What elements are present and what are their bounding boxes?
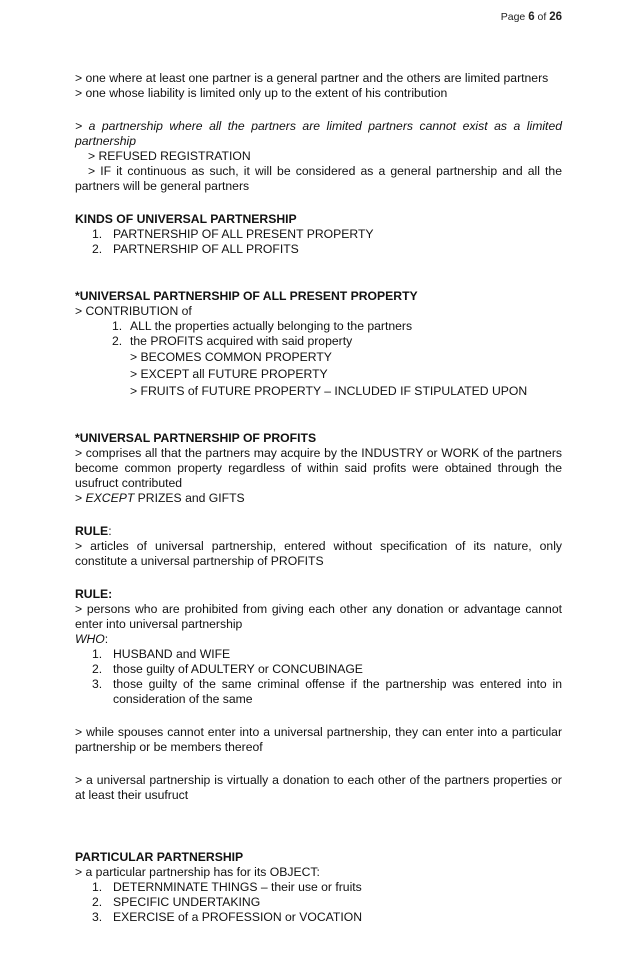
page-current: 6	[528, 11, 535, 23]
becomes-common-property: > BECOMES COMMON PROPERTY	[130, 350, 332, 364]
particular-object-line: > a particular partnership has for its OBJECT:	[75, 865, 320, 879]
list-item: 2. those guilty of ADULTERY or CONCUBINAGE	[92, 662, 363, 676]
limited-partners-italic-paragraph	[75, 119, 562, 149]
limited-partnership-line-1: > one where at least one partner is a general partner and the others are limited partners	[75, 71, 549, 85]
list-item: 3. those guilty of the same criminal offense if the partnership was entered into in consideration of the same	[92, 677, 562, 706]
who-label: WHO:	[75, 632, 109, 646]
except-prizes-line: > EXCEPT PRIZES and GIFTS	[75, 491, 245, 505]
if-continuous-paragraph: > IF it continuous as such, it will be considered as a general partnership and all the partners will be general partners	[75, 164, 562, 193]
kinds-heading: KINDS OF UNIVERSAL PARTNERSHIP	[75, 212, 297, 226]
profits-heading: *UNIVERSAL PARTNERSHIP OF PROFITS	[75, 431, 317, 445]
contribution-line: > CONTRIBUTION of	[75, 304, 192, 318]
fruits-future-property: > FRUITS of FUTURE PROPERTY – INCLUDED IF STIPULATED UPON	[130, 384, 528, 398]
list-item: 2. PARTNERSHIP OF ALL PROFITS	[92, 242, 299, 256]
refused-registration: > REFUSED REGISTRATION	[88, 149, 251, 163]
contribution-list	[75, 319, 562, 349]
list-item: 1. HUSBAND and WIFE	[92, 647, 231, 661]
kinds-list	[75, 227, 562, 257]
page-total: 26	[549, 11, 562, 23]
rule-2-heading: RULE:	[75, 587, 113, 601]
page-of: of	[534, 11, 550, 23]
particular-object-list	[75, 880, 562, 925]
list-item: 2. the PROFITS acquired with said property	[112, 334, 353, 348]
donation-paragraph: > a universal partnership is virtually a donation to each other of the partners properties or at least their usufruct	[75, 773, 562, 802]
rule-2-paragraph: > persons who are prohibited from giving each other any donation or advantage cannot enter into universal partnership	[75, 602, 562, 631]
except-italic: EXCEPT	[85, 491, 135, 505]
list-item: 1. ALL the properties actually belonging to the partners	[112, 319, 413, 333]
limited-partnership-line-2: > one whose liability is limited only up to the extent of his contribution	[75, 86, 448, 100]
particular-partnership-heading: PARTICULAR PARTNERSHIP	[75, 850, 244, 864]
present-property-heading: *UNIVERSAL PARTNERSHIP OF ALL PRESENT PROPERTY	[75, 289, 418, 303]
list-item: 1. DETERNMINATE THINGS – their use or fruits	[92, 880, 362, 894]
document-body	[75, 71, 562, 925]
rule-1-paragraph: > articles of universal partnership, entered without specification of its nature, only constitute a universal partnership of PROFITS	[75, 539, 562, 568]
page-prefix: Page	[500, 11, 529, 23]
except-future-property: > EXCEPT all FUTURE PROPERTY	[130, 367, 328, 381]
who-list	[75, 647, 562, 707]
list-item: 3. EXERCISE of a PROFESSION or VOCATION	[92, 910, 362, 924]
profits-paragraph: > comprises all that the partners may acquire by the INDUSTRY or WORK of the partners become common property regardless of within said profits were obtained through the usufruct contributed	[75, 446, 562, 490]
rule-1-heading: RULE:	[75, 524, 112, 538]
spouses-paragraph: > while spouses cannot enter into a universal partnership, they can enter into a particular partnership or be members thereof	[75, 725, 562, 754]
limited-partners-italic-text: > a partnership where all the partners are limited partners cannot exist as a limited partnership	[75, 119, 562, 148]
list-item: 2. SPECIFIC UNDERTAKING	[92, 895, 261, 909]
list-item: 1. PARTNERSHIP OF ALL PRESENT PROPERTY	[92, 227, 374, 241]
page-number	[501, 11, 562, 23]
